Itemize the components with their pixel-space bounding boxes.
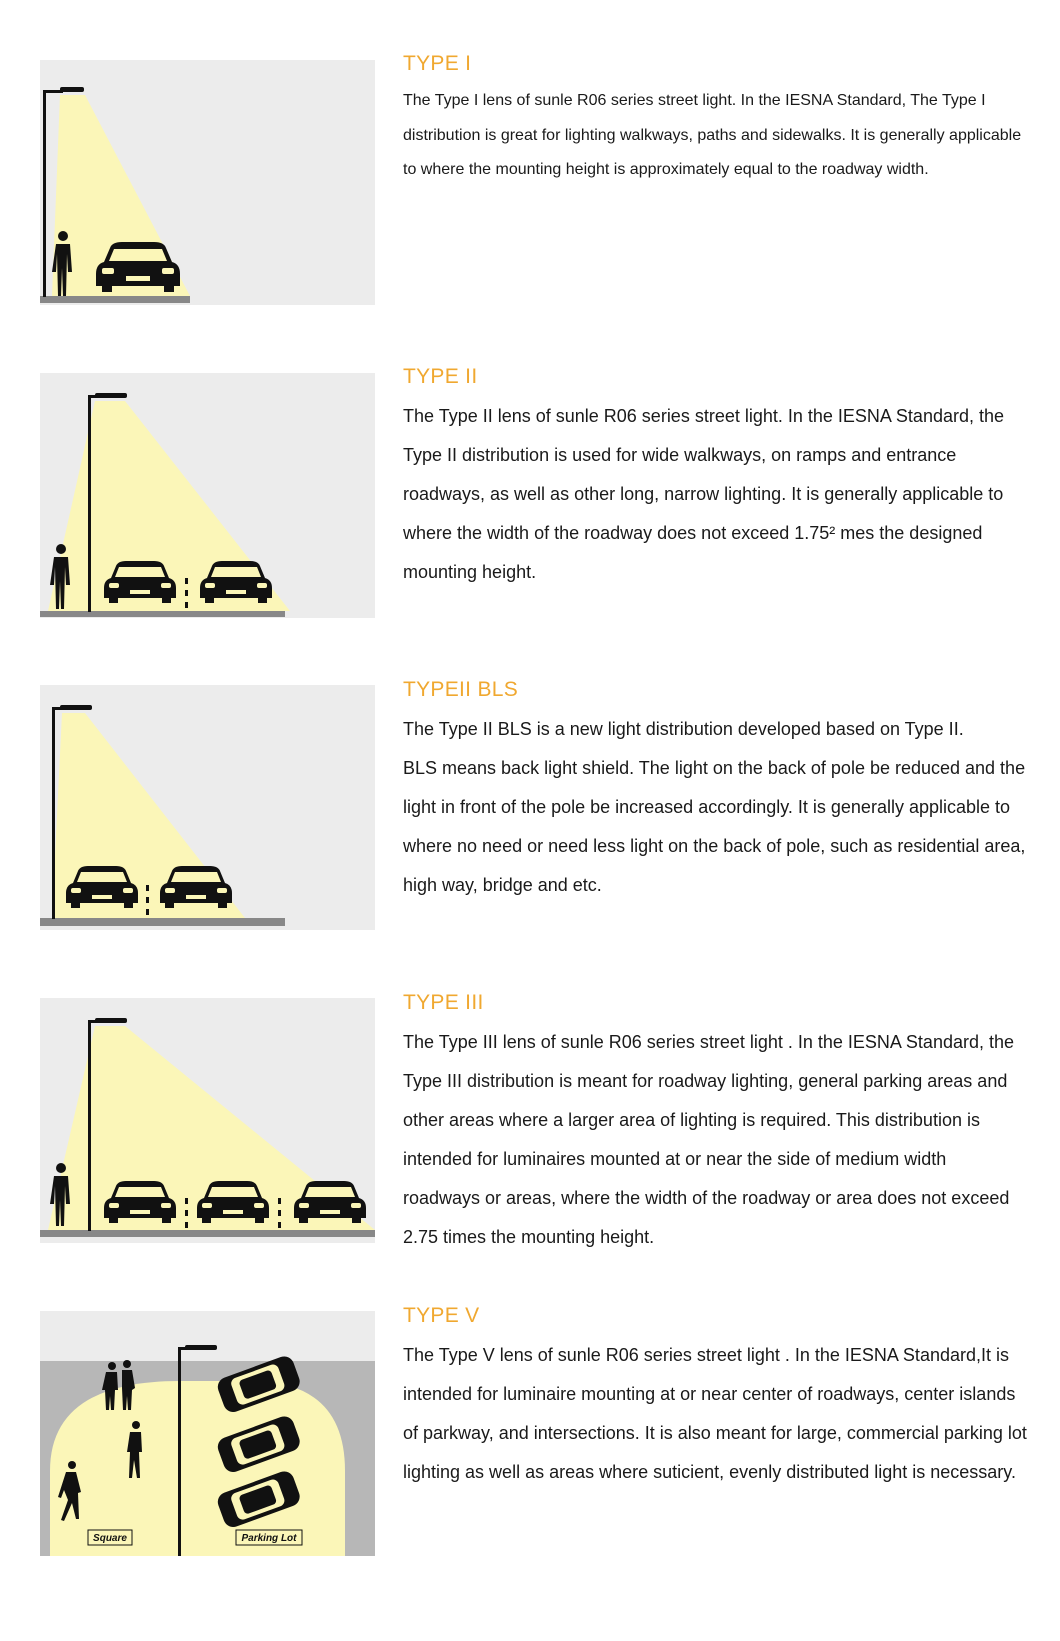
section-body: [403, 397, 1028, 592]
paragraph: The Type V lens of sunle R06 series street light . In the IESNA Standard,It is intended for luminaire mounting at or near center of roadways, center islands of parkway, and intersections. It is also meant for large, commercial parking lot lighting as well as areas where suticient, evenly distributed light is necessary.: [403, 1345, 1027, 1482]
section-body: [403, 710, 1028, 905]
type-2-illustration: [40, 373, 375, 618]
section-body: [403, 1336, 1028, 1492]
paragraph: The Type II BLS is a new light distribution developed based on Type II.: [403, 719, 964, 739]
type-2-bls-text: [403, 678, 1028, 905]
parking-lot-label: Parking Lot: [241, 1533, 297, 1544]
paragraph: BLS means back light shield. The light on the back of pole be reduced and the light in front of the pole be increased accordingly. It is generally applicable to where no need or need less light on the back of pole, such as residential area, high way, bridge and etc.: [403, 758, 1026, 895]
section-title: TYPE III: [403, 991, 484, 1014]
type-2-bls-illustration: [40, 685, 375, 930]
section-body: [403, 84, 1028, 188]
lane-divider: [146, 885, 149, 915]
type-3-illustration: [40, 998, 375, 1243]
lane-divider: [185, 578, 188, 608]
section-title: TYPE I: [403, 52, 472, 75]
type-5-text: [403, 1304, 1028, 1492]
type-1-illustration: [40, 60, 375, 305]
section-title: TYPE V: [403, 1304, 480, 1327]
section-body: [403, 1023, 1028, 1257]
paragraph: The Type II lens of sunle R06 series street light. In the IESNA Standard, the Type II distribution is used for wide walkways, on ramps and entrance roadways, as well as other long, narrow lighting. It is generally applicable to where the width of the roadway does not exceed 1.75² mes the designed mounting height.: [403, 406, 1005, 582]
paragraph: The Type III lens of sunle R06 series street light . In the IESNA Standard, the Type III distribution is meant for roadway lighting, general parking areas and other areas where a larger area of lighting is required. This distribution is intended for luminaires mounted at or near the side of medium width roadways or areas, where the width of the roadway or area does not exceed 2.75 times the mounting height.: [403, 1032, 1015, 1247]
type-5-illustration: [40, 1311, 375, 1556]
section-title: TYPEII BLS: [403, 678, 519, 701]
section-title: TYPE II: [403, 365, 478, 388]
paragraph: The Type I lens of sunle R06 series street light. In the IESNA Standard, The Type I distribution is great for lighting walkways, paths and sidewalks. It is generally applicable to where the mounting height is approximately equal to the roadway width.: [403, 92, 1022, 178]
type-3-text: [403, 991, 1028, 1257]
type-1-text: [403, 52, 1028, 188]
lane-divider: [278, 1198, 281, 1228]
type-2-text: [403, 365, 1028, 592]
lane-divider: [185, 1198, 188, 1228]
square-label: Square: [93, 1533, 127, 1544]
